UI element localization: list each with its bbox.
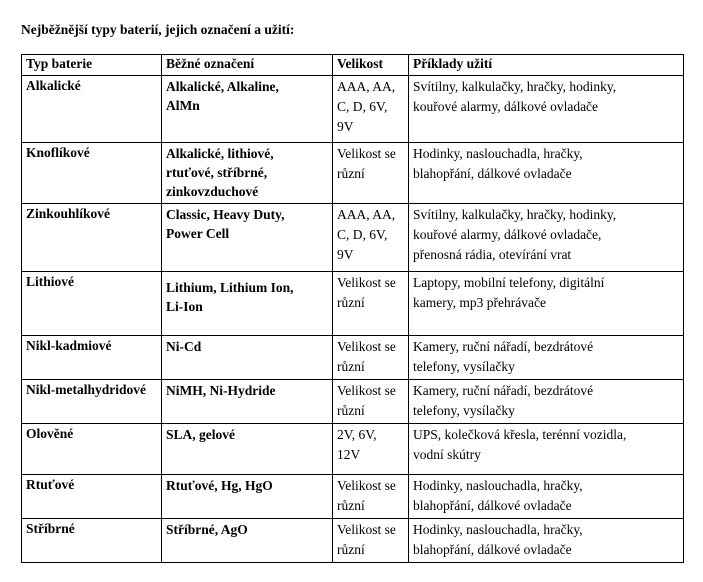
size-line: 12V — [337, 447, 361, 462]
battery-types-table — [21, 54, 684, 563]
common-name-line: rtuťové, stříbrné, — [166, 165, 268, 180]
battery-type-label: Nikl-metalhydridové — [26, 382, 146, 397]
size-line: AAA, AA, — [337, 79, 396, 94]
common-name-line: AlMn — [166, 98, 200, 113]
size-cell — [333, 204, 409, 272]
size-cell — [333, 519, 409, 563]
table-row — [22, 475, 684, 519]
size-line: různí — [337, 359, 365, 374]
size-cell — [333, 272, 409, 336]
battery-type-cell — [22, 475, 162, 519]
table-row — [22, 336, 684, 380]
table-row — [22, 204, 684, 272]
battery-type-label: Nikl-kadmiové — [26, 338, 112, 353]
size-cell — [333, 475, 409, 519]
common-names-cell — [162, 272, 333, 336]
usage-examples-cell — [409, 519, 684, 563]
usage-examples-cell — [409, 336, 684, 380]
table-row — [22, 380, 684, 424]
size-cell — [333, 143, 409, 204]
size-line: různí — [337, 295, 365, 310]
common-names-cell — [162, 336, 333, 380]
usage-line: Kamery, ruční nářadí, bezdrátové — [413, 339, 594, 354]
battery-type-label: Olověné — [26, 426, 74, 441]
usage-line: kouřové alarmy, dálkové ovladače, — [413, 227, 602, 242]
size-line: Velikost se — [337, 478, 396, 493]
common-name-line: Ni-Cd — [166, 339, 202, 354]
common-name-line: Rtuťové, Hg, HgO — [166, 478, 273, 493]
size-line: různí — [337, 166, 365, 181]
column-header-names: Běžné označení — [162, 55, 333, 76]
table-row — [22, 76, 684, 143]
size-line: různí — [337, 542, 365, 557]
common-names-cell — [162, 143, 333, 204]
column-header-type: Typ baterie — [22, 55, 162, 76]
usage-line: telefony, vysílačky — [413, 359, 515, 374]
common-name-line: Li-Ion — [166, 299, 203, 314]
battery-type-cell — [22, 519, 162, 563]
battery-type-cell — [22, 336, 162, 380]
battery-type-cell — [22, 204, 162, 272]
usage-examples-cell — [409, 272, 684, 336]
common-names-cell — [162, 475, 333, 519]
common-name-line: Stříbrné, AgO — [166, 522, 248, 537]
common-name-line: Alkalické, Alkaline, — [166, 79, 279, 94]
common-names-cell — [162, 424, 333, 475]
table-header-row — [22, 55, 684, 76]
common-name-line: Power Cell — [166, 226, 230, 241]
common-names-cell — [162, 204, 333, 272]
size-line: Velikost se — [337, 339, 396, 354]
common-name-line: NiMH, Ni-Hydride — [166, 383, 276, 398]
battery-type-label: Knoflíkové — [26, 145, 90, 160]
battery-type-cell — [22, 272, 162, 336]
usage-examples-cell — [409, 143, 684, 204]
usage-line: kouřové alarmy, dálkové ovladače — [413, 99, 599, 114]
size-line: různí — [337, 498, 365, 513]
usage-examples-cell — [409, 475, 684, 519]
usage-line: Laptopy, mobilní telefony, digitální — [413, 275, 605, 290]
size-line: C, D, 6V, — [337, 99, 388, 114]
battery-type-label: Lithiové — [26, 274, 75, 289]
size-line: různí — [337, 403, 365, 418]
size-line: 9V — [337, 119, 354, 134]
size-cell — [333, 336, 409, 380]
usage-line: UPS, kolečková křesla, terénní vozidla, — [413, 427, 627, 442]
size-line: C, D, 6V, — [337, 227, 388, 242]
usage-examples-cell — [409, 380, 684, 424]
usage-examples-cell — [409, 76, 684, 143]
column-header-uses: Příklady užití — [409, 55, 684, 76]
common-name-line: zinkovzduchové — [166, 184, 259, 199]
table-row — [22, 272, 684, 336]
usage-line: vodní skútry — [413, 447, 481, 462]
battery-type-cell — [22, 424, 162, 475]
battery-type-label: Alkalické — [26, 78, 81, 93]
common-names-cell — [162, 76, 333, 143]
size-line: Velikost se — [337, 522, 396, 537]
size-line: Velikost se — [337, 146, 396, 161]
usage-line: blahopřání, dálkové ovladače — [413, 166, 572, 181]
size-line: Velikost se — [337, 383, 396, 398]
usage-line: Hodinky, naslouchadla, hračky, — [413, 478, 583, 493]
page-title: Nejběžnější typy baterií, jejich označení a užití: — [21, 22, 295, 37]
table-row — [22, 519, 684, 563]
size-line: 2V, 6V, — [337, 427, 377, 442]
battery-type-label: Stříbrné — [26, 521, 75, 536]
size-cell — [333, 380, 409, 424]
common-name-line: Classic, Heavy Duty, — [166, 207, 285, 222]
usage-line: Svítilny, kalkulačky, hračky, hodinky, — [413, 207, 617, 222]
size-cell — [333, 424, 409, 475]
usage-line: kamery, mp3 přehrávače — [413, 295, 546, 310]
usage-line: Kamery, ruční nářadí, bezdrátové — [413, 383, 594, 398]
battery-type-cell — [22, 380, 162, 424]
usage-line: telefony, vysílačky — [413, 403, 515, 418]
common-name-line: SLA, gelové — [166, 427, 235, 442]
usage-line: Hodinky, naslouchadla, hračky, — [413, 146, 583, 161]
battery-type-label: Rtuťové — [26, 477, 75, 492]
usage-line: Svítilny, kalkulačky, hračky, hodinky, — [413, 79, 617, 94]
common-names-cell — [162, 519, 333, 563]
table-row — [22, 143, 684, 204]
usage-examples-cell — [409, 424, 684, 475]
size-line: Velikost se — [337, 275, 396, 290]
table-row — [22, 424, 684, 475]
size-cell — [333, 76, 409, 143]
usage-line: blahopřání, dálkové ovladače — [413, 498, 572, 513]
common-names-cell — [162, 380, 333, 424]
usage-line: blahopřání, dálkové ovladače — [413, 542, 572, 557]
battery-type-label: Zinkouhlíkové — [26, 206, 111, 221]
size-line: 9V — [337, 247, 354, 262]
battery-type-cell — [22, 143, 162, 204]
usage-line: přenosná rádia, otevírání vrat — [413, 247, 572, 262]
column-header-size: Velikost — [333, 55, 409, 76]
common-name-line: Alkalické, lithiové, — [166, 146, 274, 161]
size-line: AAA, AA, — [337, 207, 396, 222]
usage-examples-cell — [409, 204, 684, 272]
common-name-line: Lithium, Lithium Ion, — [166, 280, 294, 295]
battery-type-cell — [22, 76, 162, 143]
usage-line: Hodinky, naslouchadla, hračky, — [413, 522, 583, 537]
